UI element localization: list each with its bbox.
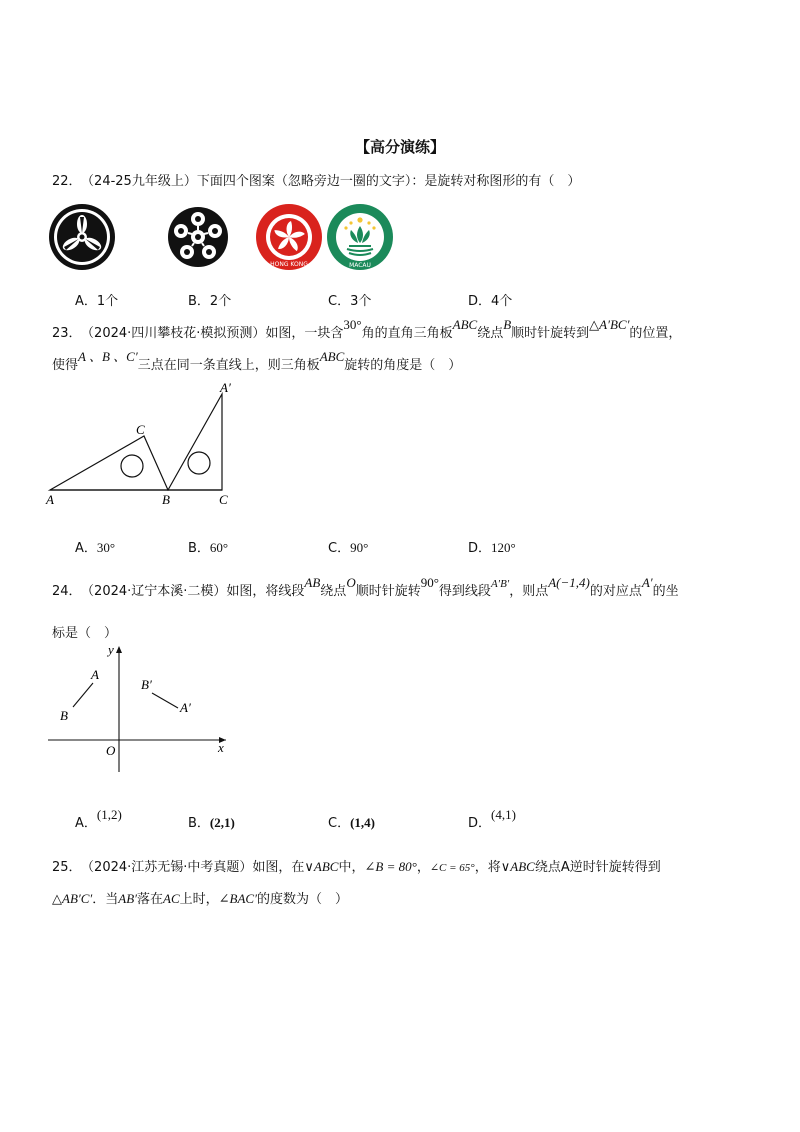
question-22-stem xyxy=(52,170,580,189)
label-c: C xyxy=(136,422,145,437)
question-text: 角的直角三角板 xyxy=(361,326,453,341)
question-text: 的位置， xyxy=(629,326,682,341)
question-text: ，将 xyxy=(474,860,501,875)
angle-value: 90° xyxy=(420,575,439,590)
question-text: 绕点 xyxy=(320,584,347,599)
q23-option-b[interactable] xyxy=(188,537,228,556)
point-label: A′ xyxy=(641,575,653,590)
option-letter: A． xyxy=(75,541,97,556)
question-text: （2024·四川攀枝花·模拟预测）如图，一块含 xyxy=(87,326,344,341)
question-text: ．当 xyxy=(92,892,119,907)
triangle-label: ∨ABC xyxy=(304,859,339,874)
axis-x-label: x xyxy=(218,740,224,755)
option-value: (1,2) xyxy=(96,807,122,822)
question-text: 三点在同一条直线上，则三角板 xyxy=(137,358,320,373)
q24-option-a[interactable] xyxy=(75,807,122,831)
label-c-prime: C xyxy=(219,492,228,507)
option-letter: A． xyxy=(75,816,97,831)
option-value: 30° xyxy=(96,540,116,555)
option-letter: B． xyxy=(188,294,210,309)
q23-option-c[interactable] xyxy=(328,537,368,556)
question-text: 绕点 xyxy=(477,326,504,341)
question-text: 上时， xyxy=(179,892,219,907)
crest-two-icon xyxy=(168,207,228,267)
option-value: 2个 xyxy=(209,294,232,309)
option-letter: D． xyxy=(468,294,492,309)
segment-label: AB′ xyxy=(118,891,137,906)
option-value: (4,1) xyxy=(491,807,516,822)
option-letter: D． xyxy=(468,816,492,831)
question-text: 中， xyxy=(338,860,365,875)
question-text: 落在 xyxy=(137,892,164,907)
segment-label: AB xyxy=(304,575,321,590)
option-value: 1个 xyxy=(96,294,119,309)
option-value: 3个 xyxy=(350,294,372,309)
point-label: A(−1,4) xyxy=(548,575,590,590)
triangle-label: △A′BC′ xyxy=(589,317,630,332)
question-text: 旋转的角度是（ ） xyxy=(344,358,462,373)
option-letter: B． xyxy=(188,541,210,556)
question-text: （24-25九年级上）下面四个图案（忽略旁边一圈的文字）：是旋转对称图形的有（ ） xyxy=(87,174,581,189)
angle-value: ∠C = 65° xyxy=(429,862,475,874)
emblem-caption: MACAU xyxy=(349,262,371,269)
option-value: 90° xyxy=(350,540,369,555)
question-23-stem xyxy=(52,317,682,341)
triangle-hole xyxy=(121,455,143,477)
triangle-label: ABC xyxy=(452,317,478,332)
label-a-prime: A′ xyxy=(180,700,191,715)
triangle-hole xyxy=(188,452,210,474)
emblem-caption: HONG KONG xyxy=(270,261,308,268)
segment-ab xyxy=(73,683,93,707)
option-value: 120° xyxy=(491,540,516,555)
question-24-stem xyxy=(52,575,679,599)
question-text: 的坐 xyxy=(652,584,679,599)
angle-value: ∠B = 80° xyxy=(364,859,417,874)
segment-label: A′B′ xyxy=(490,578,510,590)
q23-option-a[interactable] xyxy=(75,537,115,556)
option-letter: C． xyxy=(328,541,351,556)
q22-option-d[interactable] xyxy=(468,290,512,309)
question-24-stem-line2 xyxy=(52,622,117,641)
hong-kong-emblem-icon xyxy=(256,204,322,270)
question-text: 顺时针旋转 xyxy=(355,584,421,599)
label-a: A xyxy=(46,492,54,507)
question-number: 22． xyxy=(52,174,82,189)
crest-one-icon xyxy=(49,204,115,270)
option-letter: C． xyxy=(328,294,351,309)
axis-y-label: y xyxy=(108,642,114,657)
option-letter: B． xyxy=(188,816,210,831)
q24-option-d[interactable] xyxy=(468,807,516,831)
question-25-stem-line2 xyxy=(52,888,348,907)
angle-value: 30° xyxy=(343,317,362,332)
option-value: (2,1) xyxy=(209,815,235,830)
option-letter: D． xyxy=(468,541,492,556)
triangle-abc xyxy=(50,436,168,490)
y-axis-arrow-icon xyxy=(116,646,122,653)
segment-a2b2 xyxy=(152,693,178,708)
point-label: O xyxy=(346,575,356,590)
question-text: 得到线段 xyxy=(438,584,491,599)
q24-option-b[interactable] xyxy=(188,812,235,831)
q23-figure xyxy=(44,378,244,512)
angle-label: ∠BAC′ xyxy=(218,891,257,906)
option-letter: A． xyxy=(75,294,97,309)
option-value: 4个 xyxy=(491,294,513,309)
section-title: 【高分演练】 xyxy=(354,138,445,156)
label-b: B xyxy=(60,708,68,723)
q24-figure xyxy=(44,642,244,778)
label-a-prime: A′ xyxy=(220,380,231,395)
question-text: ，则点 xyxy=(509,584,549,599)
q23-option-d[interactable] xyxy=(468,537,516,556)
question-number: 25． xyxy=(52,860,82,875)
question-25-stem xyxy=(52,856,661,875)
triangle-label: △AB′C′ xyxy=(52,891,93,906)
triangle-label: ABC xyxy=(319,349,345,364)
question-text: （2024·辽宁本溪·二模）如图，将线段 xyxy=(87,584,305,599)
triangle-label: ∨ABC xyxy=(500,859,535,874)
question-text: 标是（ ） xyxy=(52,626,118,641)
question-text: ， xyxy=(416,860,430,875)
label-a: A xyxy=(91,667,99,682)
question-text: 绕点A逆时针旋转得到 xyxy=(534,860,661,875)
label-b: B xyxy=(162,492,170,507)
question-text: 顺时针旋转到 xyxy=(511,326,590,341)
question-23-stem-line2 xyxy=(52,349,462,373)
question-number: 24． xyxy=(52,584,82,599)
triangle-a2bc2 xyxy=(168,394,222,490)
q22-emblems xyxy=(48,203,371,277)
option-letter: C． xyxy=(328,816,351,831)
option-value: 60° xyxy=(209,540,229,555)
origin-label: O xyxy=(106,743,116,758)
segment-label: AC xyxy=(163,891,180,906)
q24-option-c[interactable] xyxy=(328,812,375,831)
question-number: 23． xyxy=(52,326,82,341)
q22-option-c[interactable] xyxy=(328,290,371,309)
points-label: A 、B 、C′ xyxy=(78,349,138,364)
point-label: B xyxy=(503,317,512,332)
question-text: （2024·江苏无锡·中考真题）如图，在 xyxy=(87,860,305,875)
question-text: 的度数为（ ） xyxy=(256,892,348,907)
macau-emblem-icon xyxy=(327,204,393,270)
q22-option-a[interactable] xyxy=(75,290,118,309)
label-b-prime: B′ xyxy=(141,677,152,692)
question-text: 使得 xyxy=(52,358,79,373)
question-text: 的对应点 xyxy=(589,584,642,599)
q22-option-b[interactable] xyxy=(188,290,231,309)
option-value: (1,4) xyxy=(350,815,375,830)
